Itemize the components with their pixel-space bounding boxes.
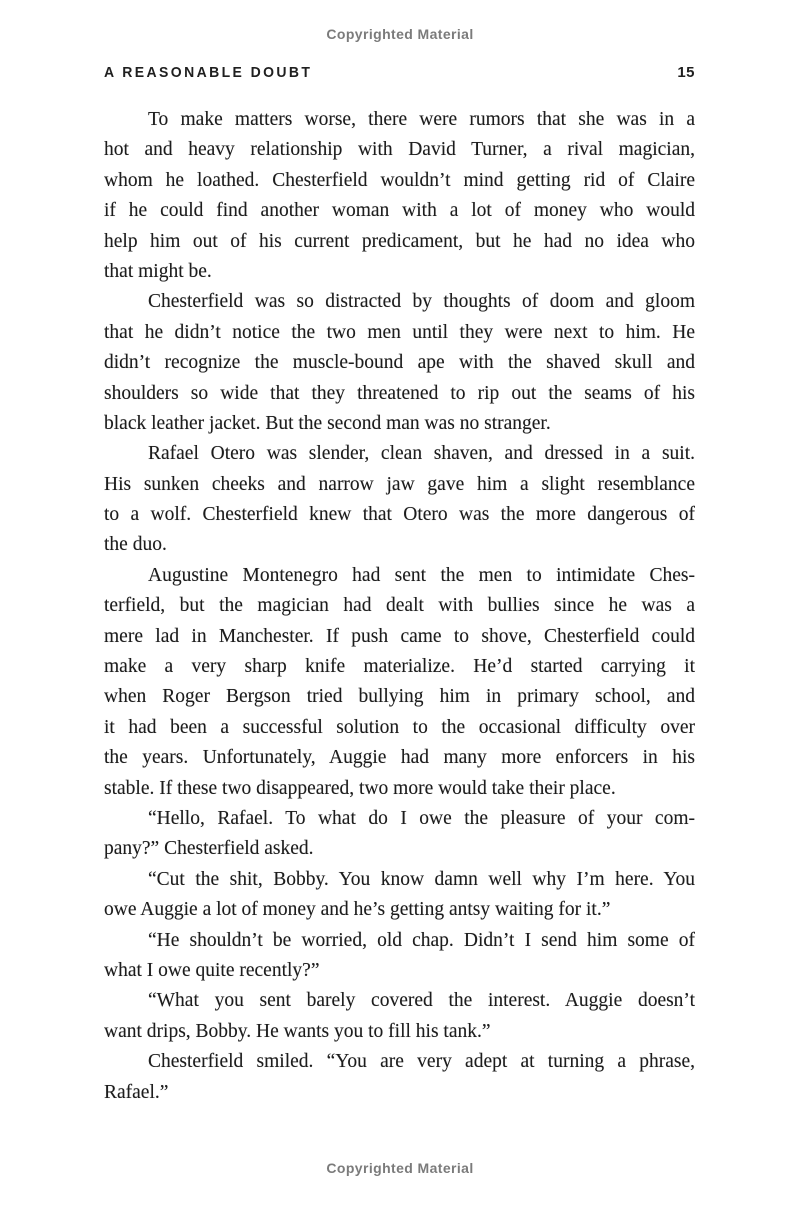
text-line: “He shouldn’t be worried, old chap. Didn’t I send him some of (148, 929, 695, 951)
paragraph (104, 865, 695, 926)
text-line: didn’t recognize the muscle-bound ape with the shaved skull and (104, 352, 695, 374)
copyright-notice-top: Copyrighted Material (326, 26, 474, 42)
text-line: To make matters worse, there were rumors that she was in a (148, 109, 695, 130)
text-line: that he didn’t notice the two men until they were next to him. He (104, 321, 695, 343)
text-line: what I owe quite recently?” (104, 959, 320, 981)
text-line: Rafael.” (104, 1081, 169, 1103)
text-line: hot and heavy relationship with David Turner, a rival magician, (104, 139, 695, 161)
text-line: if he could find another woman with a lot of money who would (104, 200, 695, 222)
paragraph (104, 1047, 695, 1108)
text-line: His sunken cheeks and narrow jaw gave him a slight resemblance (104, 473, 695, 495)
text-line: “What you sent barely covered the interest. Auggie doesn’t (148, 990, 695, 1012)
paragraph (104, 926, 695, 987)
text-line: mere lad in Manchester. If push came to shove, Chesterfield could (104, 625, 695, 647)
text-line: Augustine Montenegro had sent the men to intimidate Ches- (148, 564, 695, 586)
text-line: owe Auggie a lot of money and he’s getting antsy waiting for it.” (104, 899, 611, 921)
text-line: that might be. (104, 260, 212, 282)
text-line: help him out of his current predicament, but he had no idea who (104, 230, 695, 252)
text-line: make a very sharp knife materialize. He’d started carrying it (104, 656, 695, 678)
text-line: “Hello, Rafael. To what do I owe the pleasure of your com- (148, 807, 695, 829)
text-line: the duo. (104, 534, 167, 556)
text-line: black leather jacket. But the second man was no stranger. (104, 412, 551, 434)
book-title: A REASONABLE DOUBT (104, 62, 313, 80)
text-line: to a wolf. Chesterfield knew that Otero was the more dangerous of (104, 504, 695, 526)
text-line: the years. Unfortunately, Auggie had many more enforcers in his (104, 747, 695, 769)
running-header (104, 64, 695, 81)
text-line: terfield, but the magician had dealt with bullies since he was a (104, 595, 695, 617)
text-line: “Cut the shit, Bobby. You know damn well why I’m here. You (148, 868, 695, 890)
text-line: Chesterfield was so distracted by thoughts of doom and gloom (148, 291, 695, 313)
body-text (104, 105, 695, 1108)
page-number: 15 (677, 64, 695, 81)
text-line: pany?” Chesterfield asked. (104, 838, 314, 860)
text-line: Rafael Otero was slender, clean shaven, and dressed in a suit. (148, 443, 695, 465)
paragraph (104, 561, 695, 804)
text-line: want drips, Bobby. He wants you to fill his tank.” (104, 1020, 491, 1042)
paragraph (104, 804, 695, 865)
text-line: when Roger Bergson tried bullying him in primary school, and (104, 686, 695, 708)
text-line: whom he loathed. Chesterfield wouldn’t mind getting rid of Claire (104, 169, 695, 191)
text-line: shoulders so wide that they threatened to rip out the seams of his (104, 382, 695, 404)
text-line: stable. If these two disappeared, two more would take their place. (104, 777, 616, 799)
copyright-notice-bottom: Copyrighted Material (326, 1160, 474, 1176)
text-line: it had been a successful solution to the occasional difficulty over (104, 716, 695, 738)
text-line: Chesterfield smiled. “You are very adept at turning a phrase, (148, 1051, 695, 1073)
paragraph (104, 287, 695, 439)
paragraph (104, 105, 695, 287)
paragraph (104, 439, 695, 561)
paragraph (104, 986, 695, 1047)
